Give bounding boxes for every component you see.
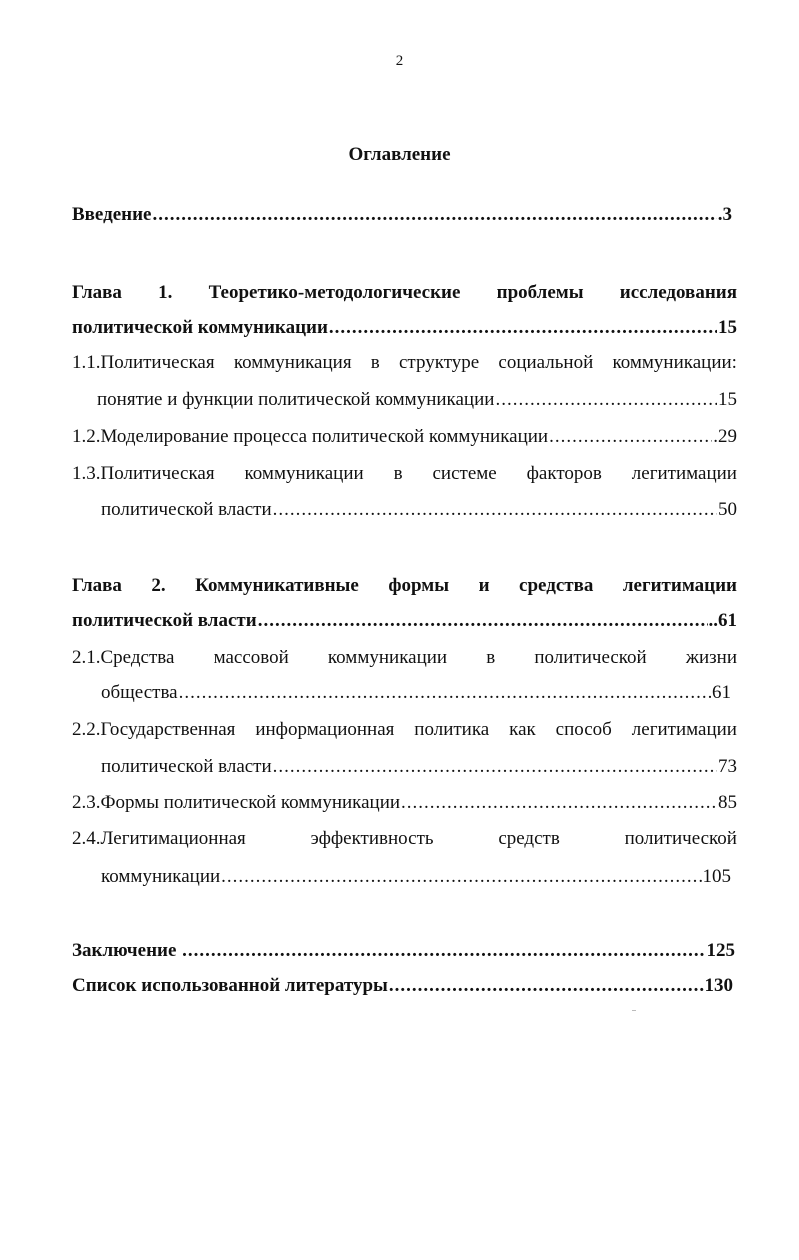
leader-dots (258, 608, 708, 634)
leader-dots (273, 497, 717, 523)
section-word: факторов (526, 463, 602, 484)
chapter2-heading-line1[interactable] (72, 573, 737, 599)
section-word: структуре (399, 352, 480, 373)
section-word: жизни (685, 647, 737, 668)
heading-word: 2. (151, 575, 166, 596)
section-word: 2.4.Легитимационная (72, 828, 246, 849)
toc-entry-page: 125 (706, 940, 735, 961)
heading-word: средства (519, 575, 594, 596)
section-word: коммуникации (327, 647, 448, 668)
chapter1-heading-line2[interactable] (72, 315, 737, 341)
scan-speck (632, 1010, 636, 1011)
toc-entry-page: ..61 (708, 610, 737, 631)
toc-entry-page: 15 (718, 389, 737, 410)
section-tail: политической власти (101, 499, 272, 520)
section-word: коммуникации: (612, 352, 737, 373)
section-2-2-line2[interactable] (101, 754, 737, 780)
leader-dots (182, 938, 705, 964)
toc-entry-page: 85 (718, 792, 737, 813)
section-word: 1.3.Политическая (72, 463, 215, 484)
heading-word: формы (388, 575, 450, 596)
toc-entry-page: 61 (712, 682, 731, 703)
section-tail: понятие и функции политической коммуникации (97, 389, 495, 410)
toc-entry-title: Список использованной литературы (72, 975, 388, 996)
section-tail: политической власти (101, 756, 272, 777)
leader-dots (495, 387, 717, 413)
leader-dots (329, 315, 717, 341)
section-word: как (509, 719, 536, 740)
section-word: 2.2.Государственная (72, 719, 236, 740)
section-word: эффективность (310, 828, 434, 849)
section-2-1-line2[interactable] (101, 680, 731, 706)
leader-dots (221, 864, 701, 890)
toc-entry-page: 130 (704, 975, 733, 996)
section-title: 2.3.Формы политической коммуникации (72, 792, 401, 813)
toc-entry-page: .29 (713, 426, 737, 447)
heading-tail: политической власти (72, 610, 257, 631)
section-1-1-line2[interactable] (97, 387, 737, 413)
toc-entry-title: Заключение (72, 940, 182, 961)
section-word: 1.1.Политическая (72, 352, 215, 373)
leader-dots (153, 202, 717, 228)
heading-word: исследования (619, 282, 737, 303)
heading-word: 1. (158, 282, 173, 303)
section-1-1-line1[interactable] (72, 350, 737, 376)
leader-dots (273, 754, 717, 780)
section-1-3-line1[interactable] (72, 461, 737, 487)
section-word: социальной (498, 352, 594, 373)
section-tail: коммуникации (101, 866, 221, 887)
toc-entry-page: 50 (718, 499, 737, 520)
section-word: политической (624, 828, 737, 849)
heading-word: проблемы (496, 282, 584, 303)
section-word: легитимации (631, 463, 737, 484)
toc-entry-page: 73 (718, 756, 737, 777)
toc-entry-title: Введение (72, 204, 152, 225)
leader-dots (549, 424, 712, 450)
section-word: информационная (255, 719, 395, 740)
section-word: легитимации (631, 719, 737, 740)
heading-word: Глава (72, 575, 122, 596)
section-word: способ (555, 719, 612, 740)
section-tail: общества (101, 682, 178, 703)
toc-entry-intro[interactable] (72, 202, 732, 228)
toc-entry-bibliography[interactable] (72, 973, 733, 999)
section-word: в (370, 352, 380, 373)
section-word: средств (498, 828, 560, 849)
heading-tail: политической коммуникации (72, 317, 328, 338)
section-1-2[interactable] (72, 424, 737, 450)
toc-entry-page: .3 (717, 204, 732, 225)
section-word: политика (414, 719, 490, 740)
section-word: системе (432, 463, 497, 484)
toc-title: Оглавление (348, 144, 451, 165)
section-2-4-line2[interactable] (101, 864, 731, 890)
leader-dots (179, 680, 711, 706)
section-2-3[interactable] (72, 790, 737, 816)
section-word: в (486, 647, 496, 668)
heading-word: Теоретико-методологические (208, 282, 461, 303)
page-number: 2 (395, 53, 404, 69)
section-2-2-line1[interactable] (72, 717, 737, 743)
leader-dots (389, 973, 704, 999)
leader-dots (401, 790, 717, 816)
heading-word: легитимации (622, 575, 737, 596)
section-word: в (393, 463, 403, 484)
section-1-3-line2[interactable] (101, 497, 737, 523)
section-word: коммуникации (244, 463, 364, 484)
toc-entry-page: 15 (718, 317, 737, 338)
heading-word: Коммуникативные (195, 575, 359, 596)
heading-word: Глава (72, 282, 122, 303)
section-title: 1.2.Моделирование процесса политической коммуникации (72, 426, 549, 447)
toc-entry-conclusion[interactable] (72, 938, 735, 964)
section-word: 2.1.Средства (72, 647, 175, 668)
toc-entry-page: 105 (702, 866, 731, 887)
section-2-4-line1[interactable] (72, 826, 737, 852)
section-2-1-line1[interactable] (72, 645, 737, 671)
section-word: коммуникация (233, 352, 352, 373)
section-word: политической (534, 647, 647, 668)
chapter2-heading-line2[interactable] (72, 608, 737, 634)
heading-word: и (478, 575, 490, 596)
section-word: массовой (213, 647, 289, 668)
chapter1-heading-line1[interactable] (72, 280, 737, 306)
